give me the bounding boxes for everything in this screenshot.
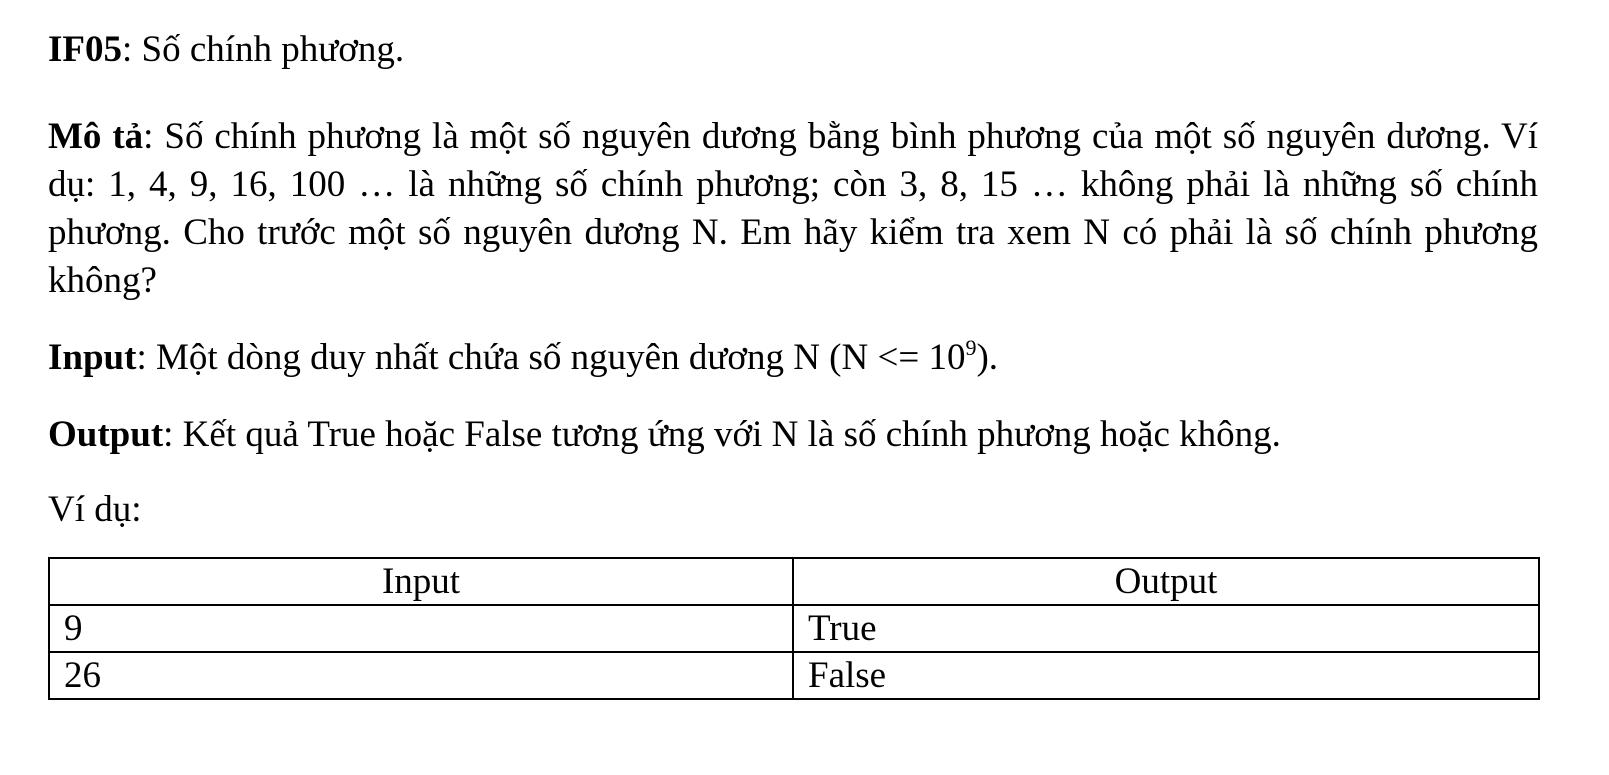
problem-code: IF05 xyxy=(48,29,122,70)
problem-title xyxy=(48,27,404,73)
description-paragraph xyxy=(48,113,1538,305)
output-label: Output xyxy=(48,414,164,455)
cell-output: False xyxy=(793,652,1539,699)
table-row xyxy=(49,605,1539,652)
cell-output: True xyxy=(793,605,1539,652)
description-text: : Số chính phương là một số nguyên dương bằng bình phương của một số nguyên dương. Ví dụ: 1, 4, 9, 16, 100 … là những số chính phương; còn 3, 8, 15 … không phải là những số chính phương. Cho trước một số nguyên dương N. Em hãy kiểm tra xem N có phải là số chính phương không? xyxy=(48,116,1538,301)
cell-input: 9 xyxy=(49,605,793,652)
table-header-row xyxy=(49,558,1539,605)
output-text: : Kết quả True hoặc False tương ứng với N là số chính phương hoặc không. xyxy=(163,414,1281,455)
description-label: Mô tả xyxy=(48,116,144,157)
input-text-end: ). xyxy=(976,337,999,378)
examples-table xyxy=(48,557,1540,700)
problem-title-text: : Số chính phương. xyxy=(122,29,405,70)
input-exponent: 9 xyxy=(965,335,977,360)
example-label: Ví dụ: xyxy=(48,489,142,530)
input-spec xyxy=(48,335,998,381)
header-output: Output xyxy=(793,558,1539,605)
output-spec xyxy=(48,412,1281,458)
cell-input: 26 xyxy=(49,652,793,699)
input-text: : Một dòng duy nhất chứa số nguyên dương N (N <= 10 xyxy=(136,337,966,378)
table-row xyxy=(49,652,1539,699)
input-label: Input xyxy=(48,337,137,378)
header-input: Input xyxy=(49,558,793,605)
